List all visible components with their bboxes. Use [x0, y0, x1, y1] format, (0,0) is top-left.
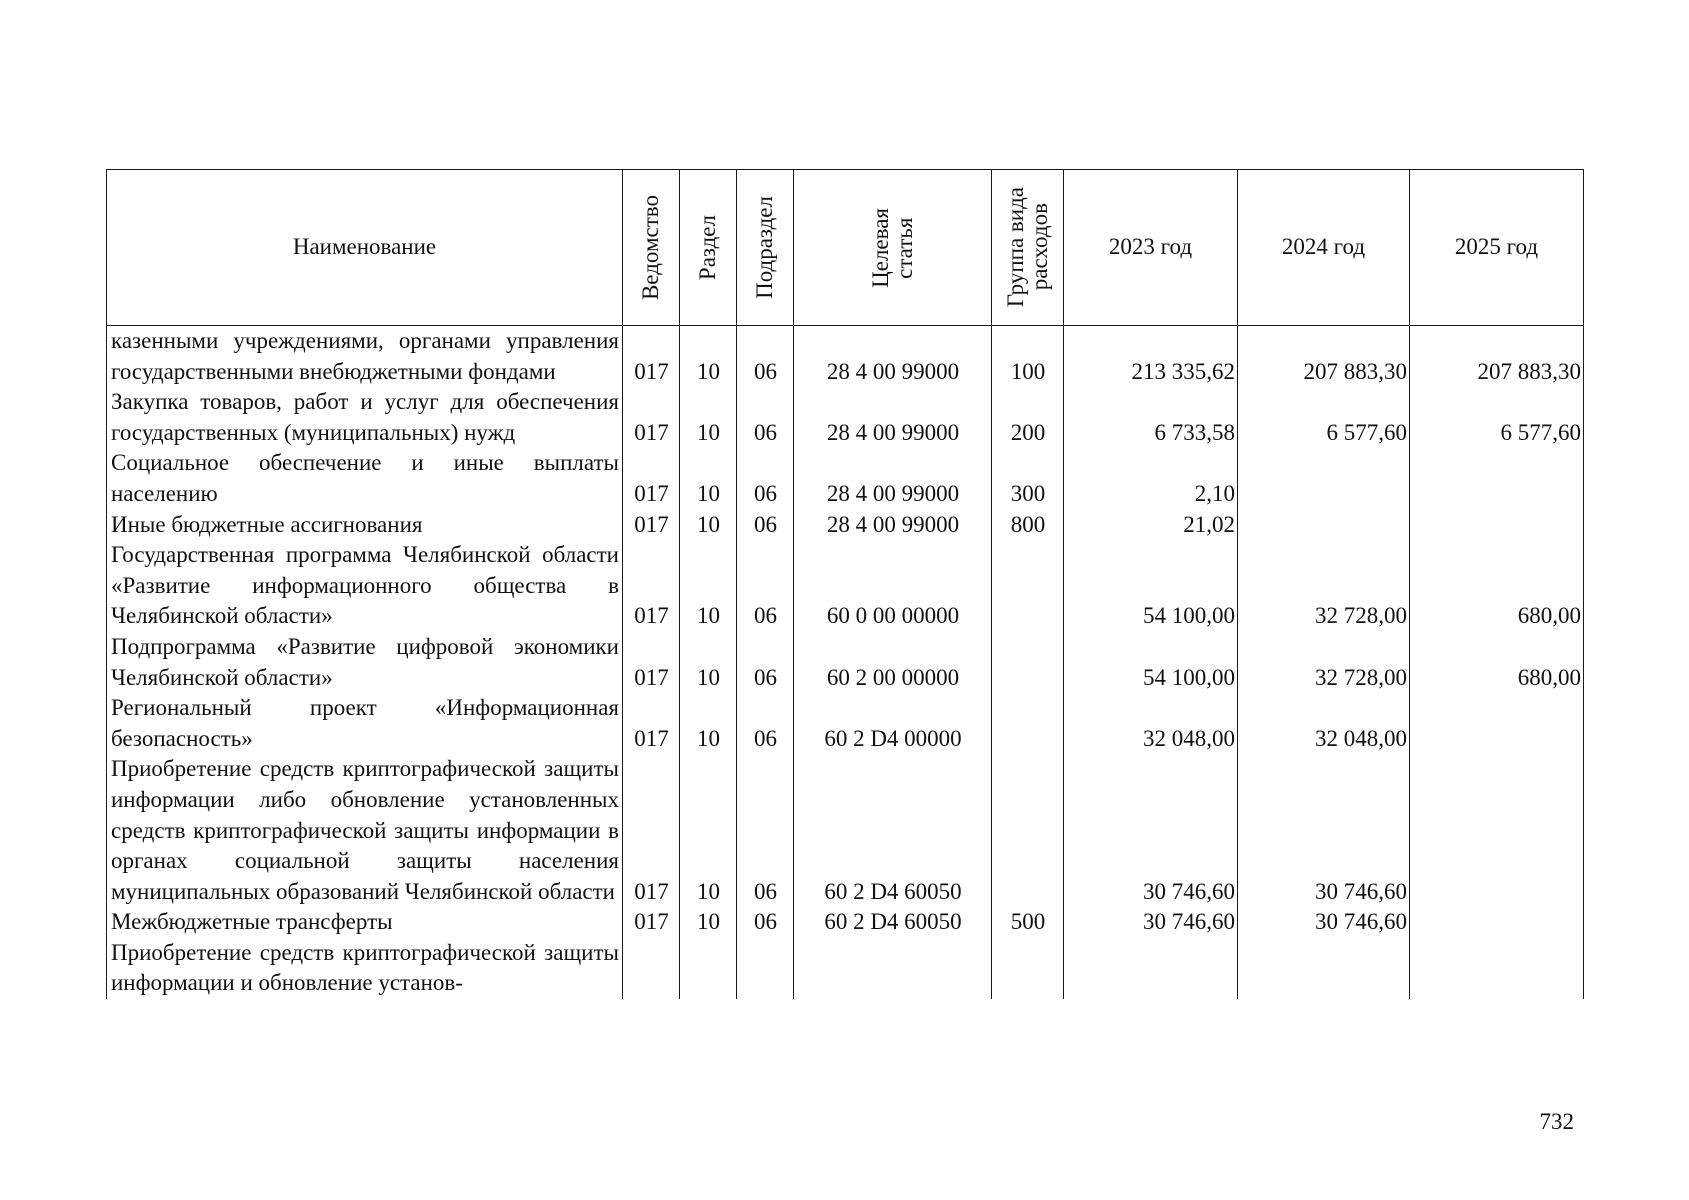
- row-2025: 680,00: [1410, 632, 1584, 693]
- row-target: 28 4 00 99000: [794, 510, 992, 541]
- row-2025: [1410, 907, 1584, 938]
- row-dept: 017: [623, 632, 680, 693]
- row-target: 28 4 00 99000: [794, 387, 992, 448]
- row-2024: 32 728,00: [1238, 632, 1410, 693]
- header-group: Группа вида расходов: [992, 170, 1064, 326]
- row-subsection: 06: [737, 326, 794, 388]
- row-2024: 6 577,60: [1238, 387, 1410, 448]
- row-subsection: 06: [737, 448, 794, 509]
- row-group: [992, 693, 1064, 754]
- row-group: [992, 754, 1064, 907]
- row-name: Социальное обеспечение и иные выплаты населению: [107, 448, 623, 509]
- row-section: 10: [680, 387, 737, 448]
- row-dept: [623, 938, 680, 999]
- header-2025: 2025 год: [1410, 170, 1584, 326]
- row-dept: 017: [623, 907, 680, 938]
- row-subsection: 06: [737, 907, 794, 938]
- row-2023: 213 335,62: [1064, 326, 1238, 388]
- row-target: 28 4 00 99000: [794, 448, 992, 509]
- row-2025: 680,00: [1410, 540, 1584, 632]
- row-subsection: 06: [737, 693, 794, 754]
- row-subsection: 06: [737, 754, 794, 907]
- row-2024: 32 728,00: [1238, 540, 1410, 632]
- row-2025: [1410, 938, 1584, 999]
- row-target: 60 2 D4 60050: [794, 754, 992, 907]
- table-row: [107, 754, 1584, 907]
- row-2025: 6 577,60: [1410, 387, 1584, 448]
- row-section: 10: [680, 540, 737, 632]
- row-group: 100: [992, 326, 1064, 388]
- row-name: Государственная программа Челябинской области «Развитие информационного общества в Челябинской области»: [107, 540, 623, 632]
- table-row: [107, 387, 1584, 448]
- row-2024: [1238, 510, 1410, 541]
- row-group: 800: [992, 510, 1064, 541]
- row-target: 28 4 00 99000: [794, 326, 992, 388]
- header-2023: 2023 год: [1064, 170, 1238, 326]
- table-row: [107, 907, 1584, 938]
- row-dept: 017: [623, 510, 680, 541]
- row-subsection: [737, 938, 794, 999]
- row-group: 300: [992, 448, 1064, 509]
- row-group: 500: [992, 907, 1064, 938]
- row-2025: 207 883,30: [1410, 326, 1584, 388]
- row-name: Приобретение средств криптографической защиты информации и обновление установ-: [107, 938, 623, 999]
- row-2023: 30 746,60: [1064, 907, 1238, 938]
- row-name: Межбюджетные трансферты: [107, 907, 623, 938]
- row-2024: [1238, 448, 1410, 509]
- header-subsection: Подраздел: [737, 170, 794, 326]
- row-2024: 30 746,60: [1238, 754, 1410, 907]
- table-row: [107, 632, 1584, 693]
- row-target: 60 2 D4 00000: [794, 693, 992, 754]
- row-section: 10: [680, 907, 737, 938]
- row-2024: 32 048,00: [1238, 693, 1410, 754]
- row-target: [794, 938, 992, 999]
- row-group: [992, 632, 1064, 693]
- row-2025: [1410, 448, 1584, 509]
- row-name: Региональный проект «Информационная безопасность»: [107, 693, 623, 754]
- row-dept: 017: [623, 754, 680, 907]
- page-number: 732: [1539, 1109, 1574, 1134]
- row-dept: 017: [623, 387, 680, 448]
- table-row: [107, 326, 1584, 388]
- row-2023: [1064, 938, 1238, 999]
- budget-table: [106, 169, 1584, 999]
- row-2023: 32 048,00: [1064, 693, 1238, 754]
- row-section: 10: [680, 326, 737, 388]
- row-2023: 30 746,60: [1064, 754, 1238, 907]
- row-subsection: 06: [737, 510, 794, 541]
- table-row: [107, 540, 1584, 632]
- row-section: 10: [680, 632, 737, 693]
- row-group: [992, 938, 1064, 999]
- row-subsection: 06: [737, 540, 794, 632]
- row-2023: 6 733,58: [1064, 387, 1238, 448]
- table-row: [107, 938, 1584, 999]
- row-group: [992, 540, 1064, 632]
- row-target: 60 0 00 00000: [794, 540, 992, 632]
- row-2025: [1410, 510, 1584, 541]
- row-2025: [1410, 693, 1584, 754]
- row-2023: 54 100,00: [1064, 632, 1238, 693]
- table-row: [107, 693, 1584, 754]
- row-section: 10: [680, 510, 737, 541]
- table-header: [107, 170, 1584, 326]
- row-section: 10: [680, 754, 737, 907]
- header-2024: 2024 год: [1238, 170, 1410, 326]
- row-group: 200: [992, 387, 1064, 448]
- row-name: Приобретение средств криптографической защиты информации либо обновление установленных средств криптографической защиты информации в органах социальной защиты населения муниципальных образований Челябинской области: [107, 754, 623, 907]
- row-target: 60 2 00 00000: [794, 632, 992, 693]
- table-body: [107, 326, 1584, 1000]
- table-row: [107, 448, 1584, 509]
- row-name: Закупка товаров, работ и услуг для обеспечения государственных (муниципальных) нужд: [107, 387, 623, 448]
- row-2024: [1238, 938, 1410, 999]
- row-dept: 017: [623, 693, 680, 754]
- row-section: 10: [680, 448, 737, 509]
- row-name: Подпрограмма «Развитие цифровой экономики Челябинской области»: [107, 632, 623, 693]
- table-row: [107, 510, 1584, 541]
- row-section: [680, 938, 737, 999]
- row-2024: 30 746,60: [1238, 907, 1410, 938]
- header-target: Целевая статья: [794, 170, 992, 326]
- row-dept: 017: [623, 540, 680, 632]
- row-subsection: 06: [737, 632, 794, 693]
- row-name: казенными учреждениями, органами управления государственными внебюджетными фондами: [107, 326, 623, 388]
- header-dept: Ведомство: [623, 170, 680, 326]
- row-section: 10: [680, 693, 737, 754]
- row-target: 60 2 D4 60050: [794, 907, 992, 938]
- row-2024: 207 883,30: [1238, 326, 1410, 388]
- row-subsection: 06: [737, 387, 794, 448]
- row-2023: 2,10: [1064, 448, 1238, 509]
- row-name: Иные бюджетные ассигнования: [107, 510, 623, 541]
- row-dept: 017: [623, 448, 680, 509]
- header-section: Раздел: [680, 170, 737, 326]
- header-name: Наименование: [107, 170, 623, 326]
- row-2025: [1410, 754, 1584, 907]
- row-2023: 54 100,00: [1064, 540, 1238, 632]
- row-2023: 21,02: [1064, 510, 1238, 541]
- row-dept: 017: [623, 326, 680, 388]
